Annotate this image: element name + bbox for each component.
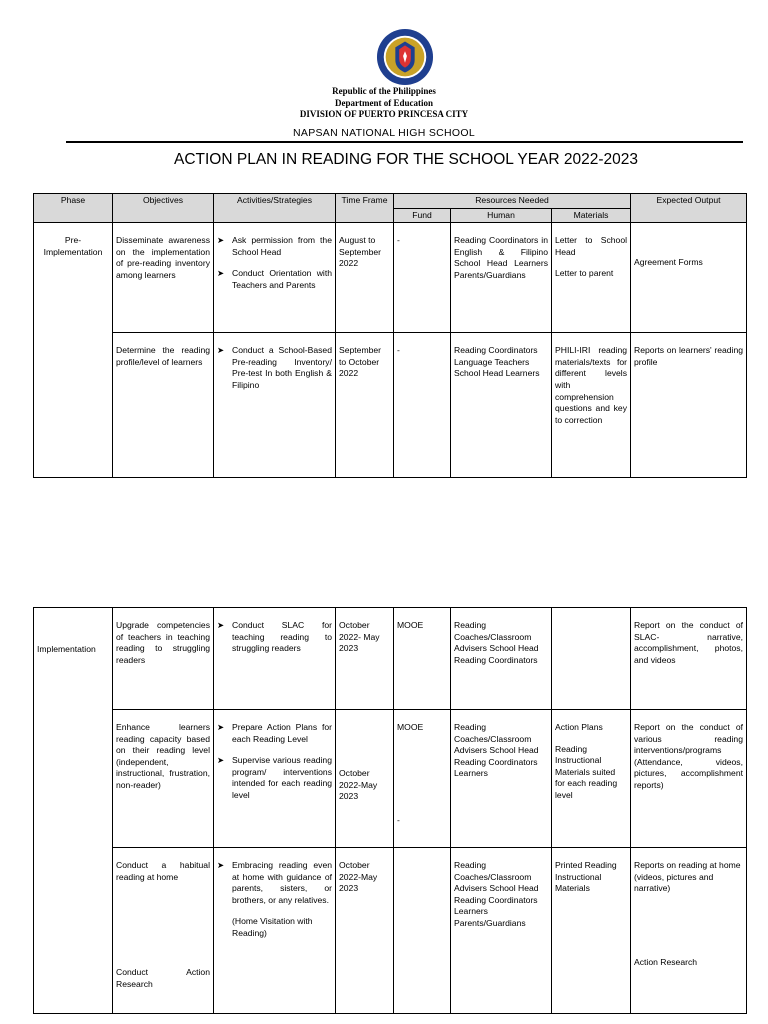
materials-cell: Action Plans Reading Instructional Materials suited for each reading level [552,710,631,848]
bullet-icon: ➤ [217,722,225,732]
time-cell: August to September 2022 [336,223,394,333]
objective-cell: Disseminate awareness on the implementation of pre-reading inventory among learners [113,223,214,333]
human-cell: Reading Coordinators Language Teachers School Head Learners [451,333,552,478]
objective-cell: Determine the reading profile/level of learners [113,333,214,478]
materials-cell [552,608,631,710]
table-row [34,333,747,478]
activity-cell: ➤ Conduct a School-Based Pre-reading Inventory/ Pre-test In both English & Filipino [214,333,336,478]
header-time-frame: Time Frame [336,194,394,223]
time-cell: October 2022-May 2023 [336,710,394,848]
human-cell: Reading Coaches/Classroom Advisers School Head Reading Coordinators [451,608,552,710]
header-resources: Resources Needed [394,194,631,209]
fund-cell [394,848,451,1014]
header-materials: Materials [552,208,631,223]
time-cell: September to October 2022 [336,333,394,478]
phase-cell: Implementation [34,608,113,1014]
fund-cell: - [394,223,451,333]
header-activities: Activities/Strategies [214,194,336,223]
division-label: DIVISION OF PUERTO PRINCESA CITY [299,109,469,119]
time-cell: October 2022-May 2023 [336,848,394,1014]
objective-cell: Upgrade competencies of teachers in teaching reading to struggling readers [113,608,214,710]
bullet-icon: ➤ [217,345,225,356]
header-fund: Fund [394,208,451,223]
page-title: ACTION PLAN IN READING FOR THE SCHOOL YEAR 2022-2023 [174,151,638,168]
output-cell: Reports on reading at home (videos, pictures and narrative) Action Research [631,848,747,1014]
table-row [34,608,747,710]
materials-cell: Printed Reading Instructional Materials [552,848,631,1014]
fund-cell: MOOE - [394,710,451,848]
output-cell: Agreement Forms [631,223,747,333]
header-human: Human [451,208,552,223]
header-phase: Phase [34,194,113,223]
bullet-icon: ➤ [217,755,225,766]
time-cell: October 2022- May 2023 [336,608,394,710]
objective-cell: Conduct a habitual reading at home Conduct Action Research [113,848,214,1014]
activity-cell: ➤ Embracing reading even at home with guidance of parents, sisters, or brothers, or any relatives. (Home Visitation with Reading) [214,848,336,1014]
human-cell: Reading Coaches/Classroom Advisers School Head Reading Coordinators Learners Parents/Guardians [451,848,552,1014]
table-row [34,710,747,848]
materials-cell: PHILI-IRI reading materials/texts for different levels with comprehension questions and key to correction [552,333,631,478]
bullet-icon: ➤ [217,620,225,630]
activity-cell: ➤ Ask permission from the School Head ➤ Conduct Orientation with Teachers and Parents [214,223,336,333]
action-plan-table-pre [33,193,747,478]
materials-cell: Letter to School Head Letter to parent [552,223,631,333]
republic-label: Republic of the Philippines [332,86,436,96]
table-row [34,223,747,333]
action-plan-table-implementation [33,607,747,1014]
header-expected-output: Expected Output [631,194,747,223]
fund-cell: - [394,333,451,478]
objective-cell: Enhance learners reading capacity based on their reading level (independent, instructional, frustration, non-reader) [113,710,214,848]
output-cell: Report on the conduct of various reading interventions/programs (Attendance, videos, pictures, accomplishment reports) [631,710,747,848]
header-divider [66,141,743,143]
header-objectives: Objectives [113,194,214,223]
school-name: NAPSAN NATIONAL HIGH SCHOOL [293,127,475,139]
activity-cell: ➤ Conduct SLAC for teaching reading to struggling readers [214,608,336,710]
output-cell: Reports on learners' reading profile [631,333,747,478]
fund-cell: MOOE [394,608,451,710]
human-cell: Reading Coordinators in English & Filipino School Head Learners Parents/Guardians [451,223,552,333]
bullet-icon: ➤ [217,268,225,279]
bullet-icon: ➤ [217,860,225,870]
phase-cell: Pre-Implementation [34,223,113,478]
human-cell: Reading Coaches/Classroom Advisers School Head Reading Coordinators Learners [451,710,552,848]
deped-seal-icon [376,28,434,86]
activity-cell: ➤ Prepare Action Plans for each Reading Level ➤ Supervise various reading program/ interventions intended for each reading level [214,710,336,848]
table-row [34,848,747,1014]
department-label: Department of Education [335,98,433,108]
output-cell: Report on the conduct of SLAC- narrative, accomplishment, photos, and videos [631,608,747,710]
bullet-icon: ➤ [217,235,225,246]
